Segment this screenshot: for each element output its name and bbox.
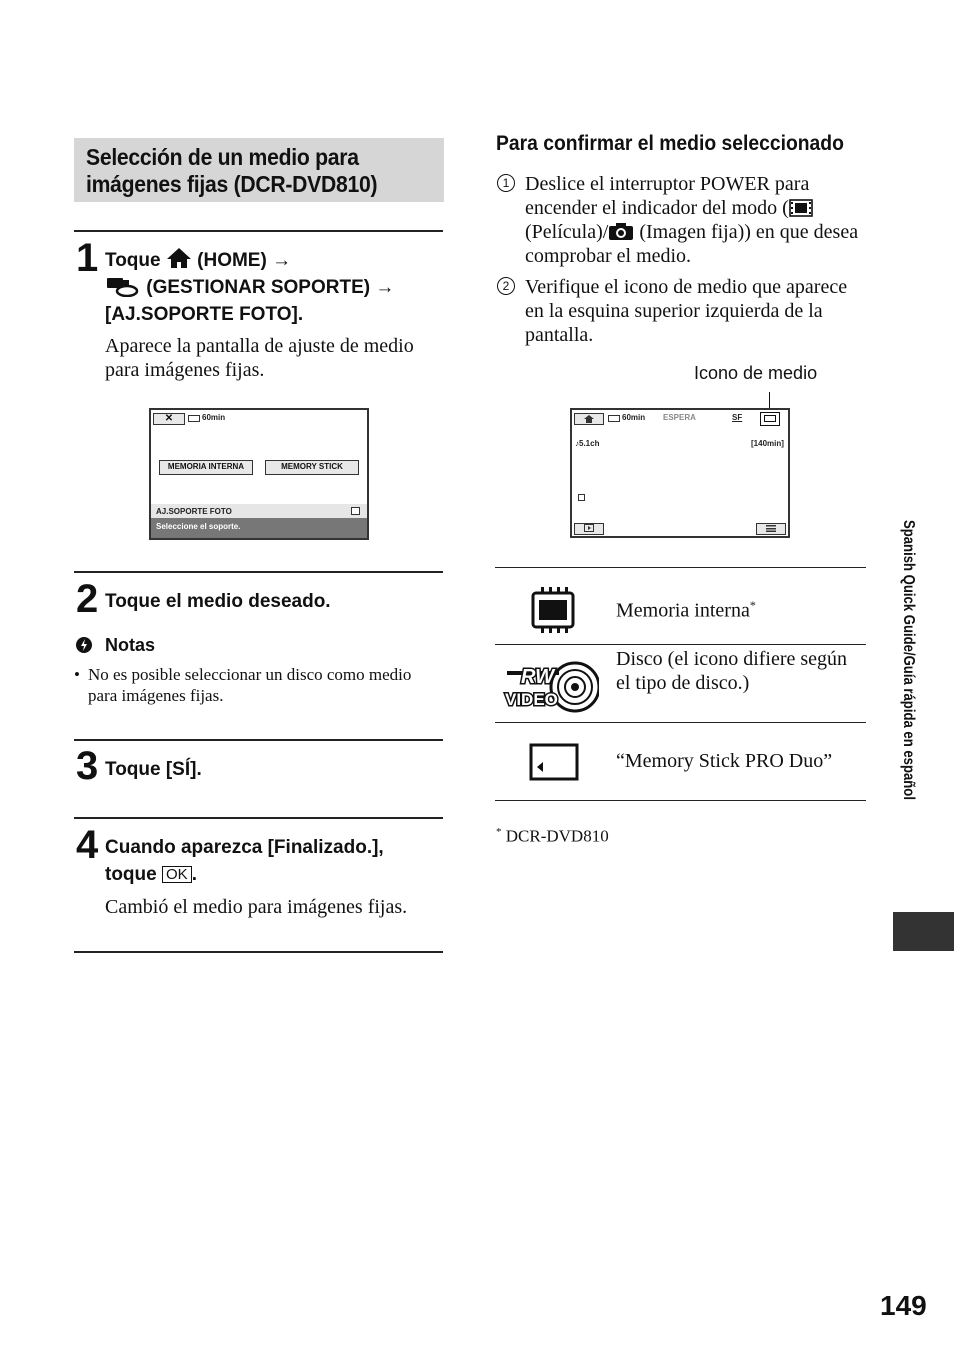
quality-indicator: SF — [732, 413, 743, 422]
standby-screen — [570, 408, 790, 538]
screen-message: Seleccione el soporte. — [156, 522, 241, 531]
divider — [74, 571, 443, 573]
options-icon — [765, 524, 777, 532]
play-icon — [584, 524, 594, 532]
notes-item: No es posible seleccionar un disco como medio para imágenes fijas. — [88, 665, 412, 705]
home-small-icon — [584, 415, 594, 423]
item-2-number — [497, 277, 515, 295]
step-1-number: 1 — [76, 236, 99, 280]
battery-icon — [188, 415, 200, 422]
side-label — [895, 520, 921, 910]
audio-indicator: ♪5.1ch — [575, 439, 600, 448]
step-1-line-1 — [105, 247, 291, 274]
step-1-body: Aparece la pantalla de ajuste de medio para imágenes fijas. — [105, 335, 414, 381]
footnote-text: DCR-DVD810 — [505, 826, 609, 846]
period: . — [191, 864, 197, 885]
media-settings-screen — [149, 408, 369, 540]
step-1-line-3: [AJ.SOPORTE FOTO]. — [105, 304, 304, 325]
step-1-home-text: (HOME) → — [197, 250, 292, 271]
notes-icon — [75, 636, 93, 659]
home-button[interactable] — [574, 413, 604, 425]
internal-memory-small-icon — [764, 415, 776, 422]
item-1-text-c: (Imagen fija)) en que desea comprobar el medio. — [525, 221, 859, 267]
step-4-number: 4 — [76, 823, 99, 867]
manage-media-icon — [105, 275, 141, 297]
battery-remaining: 60min — [622, 413, 646, 422]
svg-text:VIDEO: VIDEO — [505, 690, 558, 709]
footnote-mark: * — [749, 598, 756, 612]
battery-icon — [608, 415, 620, 422]
item-1-circle: 1 — [497, 174, 515, 192]
divider — [74, 817, 443, 819]
memory-stick-button[interactable]: MEMORY STICK — [265, 460, 359, 475]
step-2-heading: Toque el medio deseado. — [105, 591, 331, 612]
image-indicator-icon — [578, 494, 585, 501]
close-icon[interactable]: ✕ — [153, 413, 185, 425]
notes-title: Notas — [105, 635, 156, 655]
svg-text:RW: RW — [521, 666, 554, 688]
media-label-text: Memoria interna — [616, 599, 750, 622]
item-1-text-b: (Película)/ — [525, 221, 609, 243]
divider — [74, 951, 443, 953]
table-row — [495, 645, 866, 722]
divider — [74, 230, 443, 232]
movie-mode-icon — [789, 199, 813, 217]
step-4-line-2 — [105, 861, 197, 888]
step-2-number: 2 — [76, 577, 99, 621]
step-1-toque-text: Toque — [105, 250, 161, 271]
media-label: Disco (el icono difiere según el tipo de disco.) — [616, 648, 848, 694]
internal-memory-icon — [529, 586, 577, 634]
notes-bullet: • — [74, 665, 80, 684]
media-label: “Memory Stick PRO Duo” — [616, 750, 833, 772]
table-row — [495, 723, 866, 800]
memory-stick-icon — [529, 743, 579, 781]
step-4-toque-text: toque — [105, 864, 157, 885]
item-1-text: Deslice el interruptor POWER para encender el indicador del modo ((Película)/ (Imagen fija)) en que desea comprobar el medio. — [525, 173, 859, 267]
callout-label: Icono de medio — [694, 363, 818, 383]
step-4-body: Cambió el medio para imágenes fijas. — [105, 896, 408, 918]
camera-photo-icon — [608, 221, 634, 241]
internal-memory-small-icon — [351, 507, 360, 515]
confirm-heading: Para confirmar el medio seleccionado — [496, 132, 844, 155]
status-text: ESPERA — [663, 413, 696, 422]
step-3-heading: Toque [SÍ]. — [105, 759, 202, 780]
disc-rw-video-icon — [503, 653, 599, 715]
section-title: Selección de un medio para imágenes fijas (DCR-DVD810) — [86, 144, 378, 197]
step-1-manage-text: (GESTIONAR SOPORTE) → — [146, 277, 395, 298]
internal-memory-button[interactable]: MEMORIA INTERNA — [159, 460, 253, 475]
remaining-time: [140min] — [751, 439, 784, 448]
options-button[interactable] — [756, 523, 786, 535]
item-1-number — [497, 174, 515, 192]
table-row — [495, 568, 866, 645]
home-icon — [166, 247, 192, 269]
media-label — [616, 593, 756, 623]
step-1-line-2 — [105, 274, 394, 301]
item-1-text-a: Deslice el interruptor POWER para encender el indicador del modo — [525, 173, 810, 219]
item-2-text: Verifique el icono de medio que aparece en la esquina superior izquierda de la pantalla. — [525, 276, 848, 346]
divider — [74, 739, 443, 741]
page-number: 149 — [880, 1290, 927, 1321]
item-2-circle: 2 — [497, 277, 515, 295]
footnote — [496, 822, 609, 847]
screen-footer-title: AJ.SOPORTE FOTO — [156, 507, 232, 516]
ok-button[interactable]: OK — [162, 866, 192, 883]
step-3-number: 3 — [76, 744, 99, 788]
table-border — [495, 800, 866, 801]
side-label-text: Spanish Quick Guide/Guía rápida en español — [900, 520, 917, 800]
media-icon-box — [760, 412, 780, 426]
step-4-line-1: Cuando aparezca [Finalizado.], — [105, 837, 384, 858]
view-images-button[interactable] — [574, 523, 604, 535]
footnote-mark: * — [496, 826, 502, 838]
battery-remaining: 60min — [202, 413, 226, 422]
side-tab — [893, 912, 954, 951]
